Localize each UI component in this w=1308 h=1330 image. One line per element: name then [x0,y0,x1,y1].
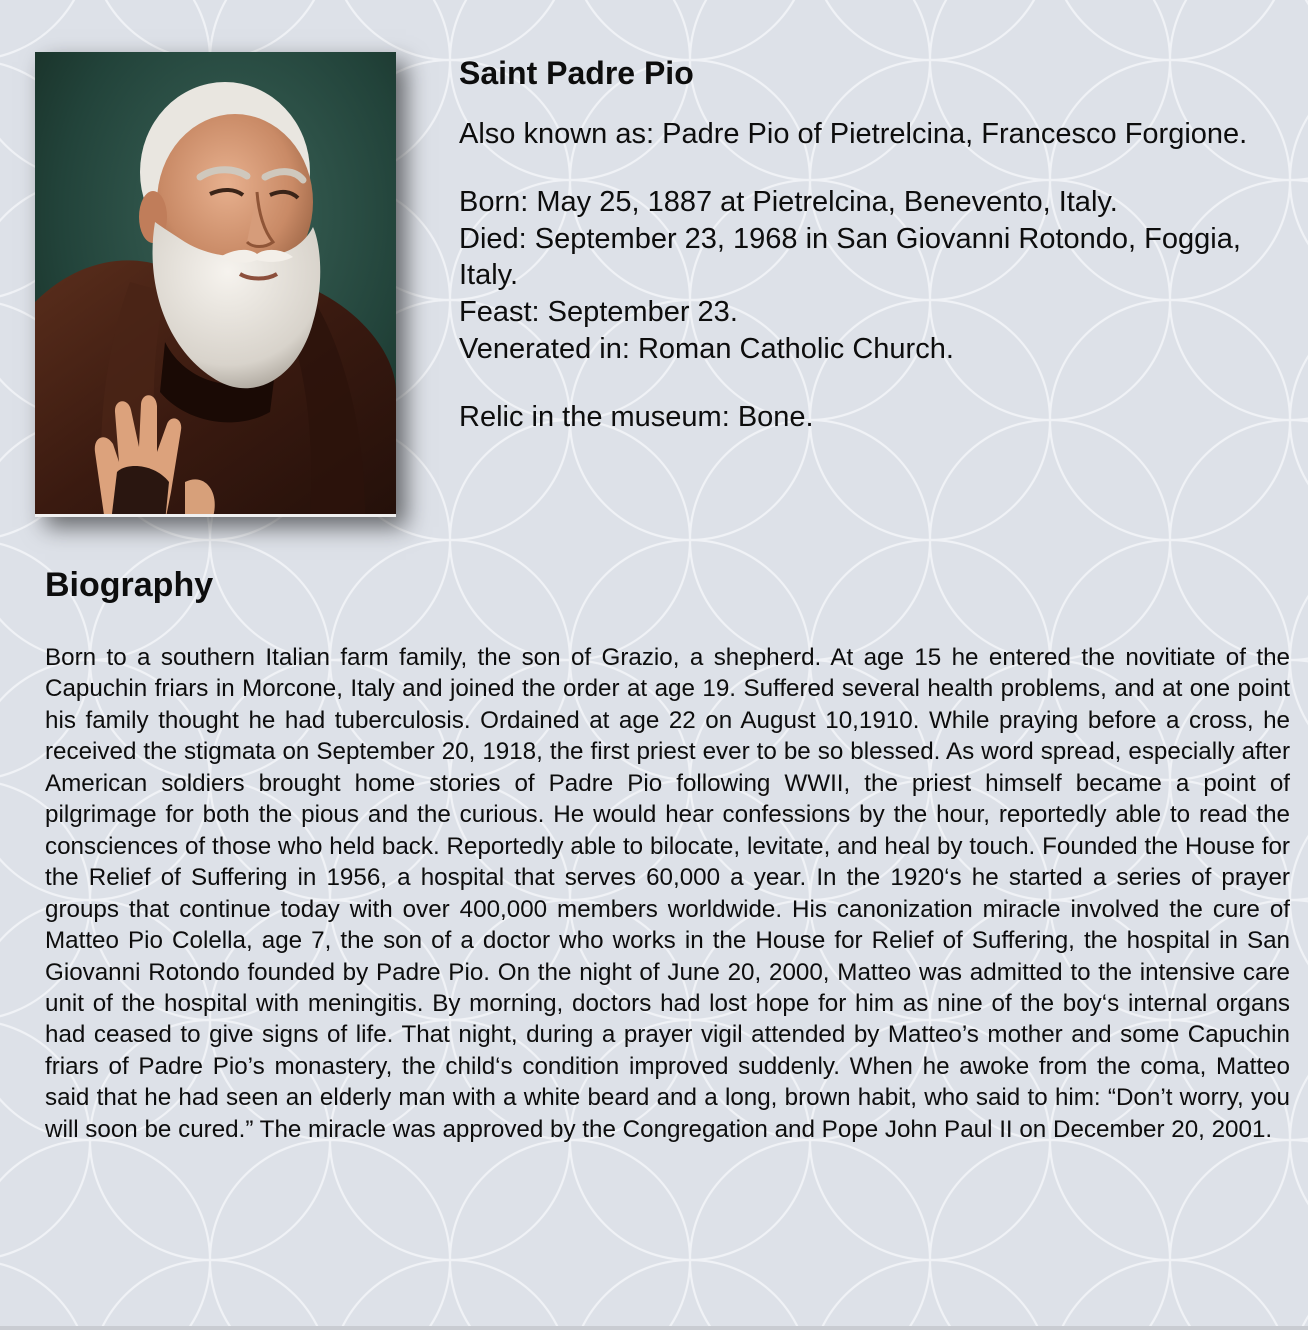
biography-text: Born to a southern Italian farm family, the son of Grazio, a shepherd. At age 15 he entered the novitiate of the Capuchin friars in Morcone, Italy and joined the order at age 19. Suffered several health problems, and at one point his family thought he had tuberculosis. Ordained at age 22 on August 10,1910. While praying before a cross, he received the stigmata on September 20, 1918, the first priest ever to be so blessed. As word spread, especially after American soldiers brought home stories of Padre Pio following WWII, the priest himself became a point of pilgrimage for both the pious and the curious. He would hear confessions by the hour, reportedly able to read the consciences of those who held back. Reportedly able to bilocate, levitate, and heal by touch. Founded the House for the Relief of Suffering in 1956, a hospital that serves 60,000 a year. In the 1920‘s he started a series of prayer groups that continue today with over 400,000 members worldwide. His canonization miracle involved the cure of Matteo Pio Colella, age 7, the son of a doctor who works in the House for Relief of Suffering, the hospital in San Giovanni Rotondo founded by Padre Pio. On the night of June 20, 2000, Matteo was admitted to the intensive care unit of the hospital with meningitis. By morning, doctors had lost hope for him as nine of the boy‘s internal organs had ceased to give signs of life. That night, during a prayer vigil attended by Matteo’s mother and some Capuchin friars of Padre Pio’s monastery, the child‘s condition improved suddenly. When he awoke from the coma, Matteo said that he had seen an elderly man with a white beard and a long, brown habit, who said to him: “Don’t worry, you will soon be cured.” The miracle was approved by the Congregation and Pope John Paul II on December 20, 2001. [45,644,1290,1143]
died-info: Died: September 23, 1968 in San Giovanni Rotondo, Foggia, Italy. [459,222,1241,292]
born-info: Born: May 25, 1887 at Pietrelcina, Benevento, Italy. [459,185,1118,218]
bottom-divider [0,1326,1308,1330]
biography-heading: Biography [45,566,214,604]
saint-name: Saint Padre Pio [459,55,694,91]
venerated-info: Venerated in: Roman Catholic Church. [459,332,954,365]
relic-info: Relic in the museum: Bone. [459,400,814,433]
also-known-as: Also known as: Padre Pio of Pietrelcina, Francesco Forgione. [459,118,1248,150]
life-facts [459,184,1259,368]
feast-info: Feast: September 23. [459,296,738,329]
saint-portrait [35,52,396,517]
saint-info-panel [459,52,1259,467]
